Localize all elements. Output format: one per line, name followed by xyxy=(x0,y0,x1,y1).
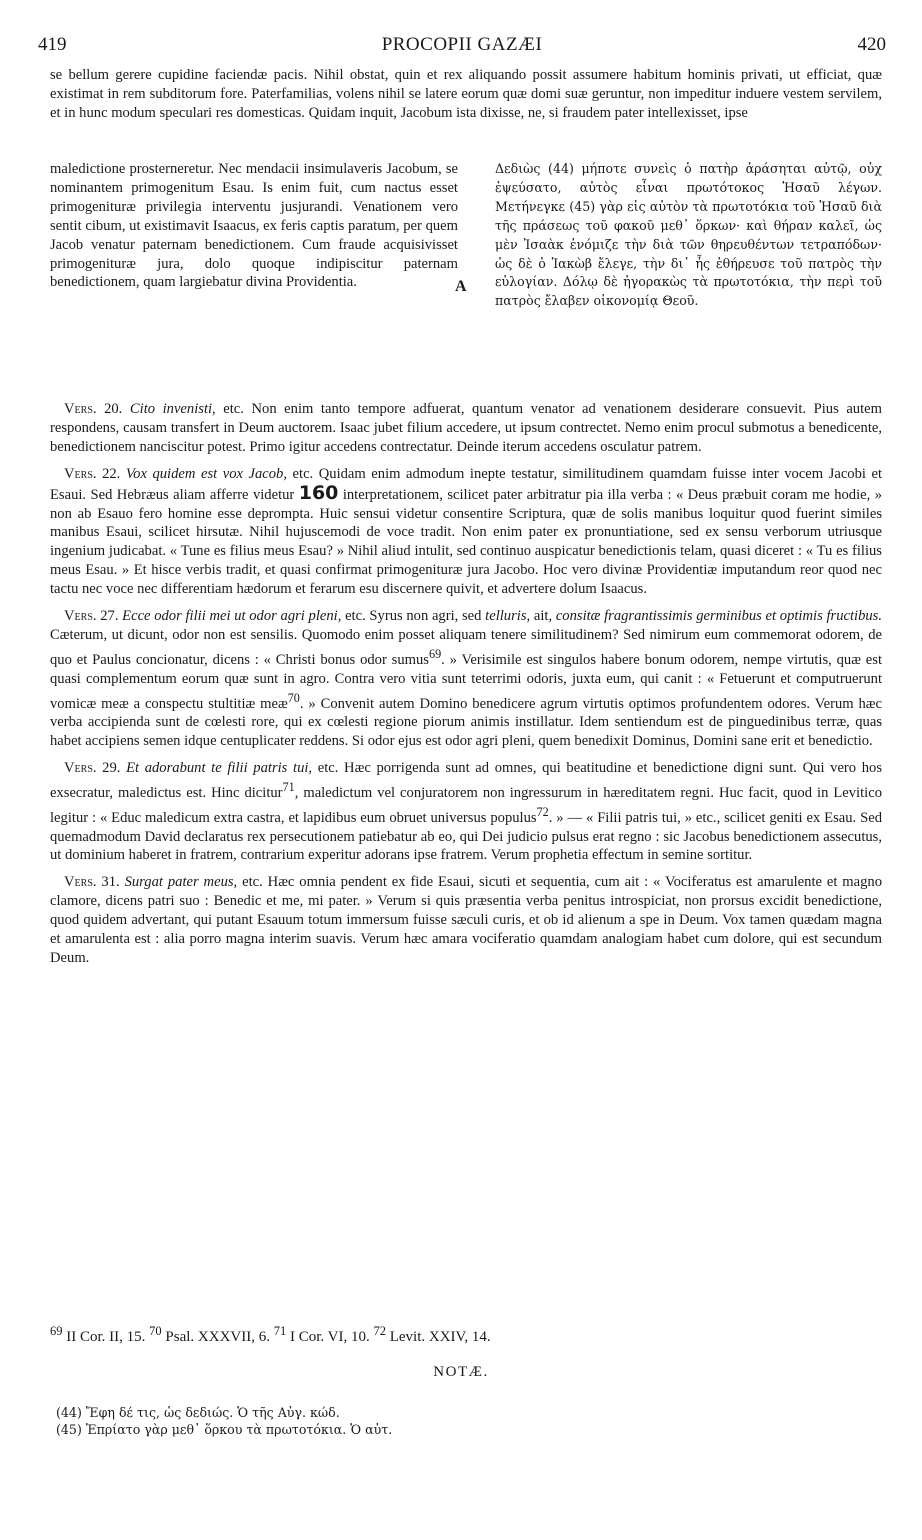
verse-text: . » — « Filii patris tui, » etc., scilicet geniti ex Esau. Sed quemadmodum David declaratus rex persecutionem patiebatur ab eo, qui Dei judicio pulsus erat regno : sic Jacobus benedictionem assecutus, ut dominium haberet in fratrem, contrarium experitur adorans ipse fratrem. Verum prophetia effectum in semine sortitur. xyxy=(50,809,882,864)
verse-text: . » Convenit autem Domino benedicere agrum virtutis optimos profundentem odores. Verum hæc verba accipienda sunt de cœlesti rore, qui ex cœlesti regione piorum animis instillatur. Idem sentiendum est de pinguedinibus terræ, quas habet accipiens semen idque centuplicater reddens. Si odor ejus est odor agri pleni, quem benedixit Dominus, Domini sane erit et benedictio. xyxy=(50,695,883,750)
verse-paragraph xyxy=(50,607,882,751)
scripture-references xyxy=(50,1324,882,1346)
verse-paragraph xyxy=(50,759,882,865)
verse-label: Vers. 20. xyxy=(64,401,123,417)
verse-label: Vers. 29. xyxy=(64,760,121,777)
reference-text: I Cor. VI, 10. xyxy=(289,1329,370,1345)
footnote-ref: 71 xyxy=(282,780,295,795)
verse-lemma: Surgat pater meus, xyxy=(124,874,238,891)
verse-lemma: Vox quidem est vox Jacob, xyxy=(125,465,287,482)
reference-number: 70 xyxy=(149,1324,162,1338)
italic-quote: consitæ fragrantissimis germinibus et optimis fructibus. xyxy=(555,608,882,625)
note-item xyxy=(56,1404,876,1421)
verse-label: Vers. 22. xyxy=(64,465,121,482)
verse-paragraph xyxy=(50,400,882,457)
italic-quote: telluris, xyxy=(485,608,531,625)
footnote-ref: 69 xyxy=(428,646,442,661)
reference-number: 72 xyxy=(373,1324,386,1338)
verse-paragraph xyxy=(50,465,882,599)
running-header xyxy=(38,34,886,58)
notes-list xyxy=(56,1404,876,1438)
verse-text: etc. Quidam enim admodum inepte testatur, similitudinem quamdam fuisse inter vocem Jacobi et Esaui. Sed Hebræus aliam afferre videtur xyxy=(50,465,883,503)
verse-text: Cæterum, ut dicunt, odor non est sensilis. Quomodo enim posset aliquam tenere similitudinem? Sed nimirum eum commemorat odorem, de quo et Paulus concionatur, dicens : « Christi bonus odor sumus xyxy=(50,626,882,668)
verse-label: Vers. 31. xyxy=(64,874,120,891)
verse-text: etc. Non enim tanto tempore adfuerat, quantum venator ad venationem desiderare consuevit. Pius autem respondens, causam transfert in Deum auctorem. Isaac jubet filium accedere, ut ipsum contrectet. Nemo enim procul submotus a benedicente, benedictionem nanciscitur potest. Primo igitur accedens contrectatur. Deinde iterum accedens osculatur patrem. xyxy=(50,401,882,455)
note-number: (44) xyxy=(56,1405,82,1420)
note-number: (45) xyxy=(56,1422,82,1437)
greek-column: Δεδιὼς (44) μήποτε συνεὶς ὁ πατὴρ ἀράσηται αὐτῷ, οὐχ ἐψεύσατο, αὐτὸς εἶναι πρωτότοκος Ἠσαῦ λέγων. Μετήνεγκε (45) γὰρ εἰς αὐτὸν τὰ πρωτοτόκια τοῦ Ἠσαῦ διὰ τῆς πράσεως τοῦ φακοῦ μεθ᾽ ὅρκων· καὶ θήραν καλεῖ, ὡς μὲν Ἰσαὰκ ἐνόμιζε τὴν διὰ τῶν θηρευθέντων τετραπόδων· ὡς δὲ ὁ Ἰακὼβ ἔλεγε, τὴν δι᾽ ἧς ἐθήρευσε τοῦ πατρὸς τὴν εὐλογίαν. Δόλῳ δὲ ἠγορακὼς τὰ πρωτοτόκια, τὴν περὶ τοῦ πατρὸς ἔλαβεν οἰκονομίᾳ Θεοῦ. xyxy=(495,161,882,309)
reference-text: II Cor. II, 15. xyxy=(66,1329,146,1345)
reference-text: Levit. XXIV, 14. xyxy=(389,1329,491,1345)
verse-lemma: Cito invenisti, xyxy=(129,401,216,417)
reference-text: Psal. XXXVII, 6. xyxy=(165,1329,270,1345)
top-paragraph: se bellum gerere cupidine faciendæ pacis. Nihil obstat, quin et rex aliquando possit assumere habitum hominis privati, ut efficiat, quæ existimat in rem subditorum fore. Paterfamilias, volens nihil se latere eorum quæ domi suæ geruntur, non impeditur induere vestem servilem, et in hunc modum speculari res domesticas. Quidam inquit, Jacobum ista dixisse, ne, si fraudem pater intellexisset, ipse xyxy=(50,67,882,121)
verse-label: Vers. 27. xyxy=(64,608,119,625)
verse-text: ait, xyxy=(533,608,553,625)
verse-lemma: Et adorabunt te filii patris tui, xyxy=(126,760,313,777)
note-text: Ἔφη δέ τις, ὡς δεδιώς. Ὁ τῆς Αὐγ. κώδ. xyxy=(85,1405,340,1420)
verse-commentary xyxy=(50,400,882,976)
verse-text: etc. Hæc porrigenda sunt ad omnes, qui beatitudine et benedictione digni sunt. Qui vero hos exsecratur, maledictus est. Hinc dicitur xyxy=(50,760,883,801)
page-number-right: 420 xyxy=(857,34,886,55)
footnote-ref: 72 xyxy=(536,804,549,819)
page-number-left: 419 xyxy=(38,34,67,55)
notes-heading: NOTÆ. xyxy=(433,1364,489,1380)
verse-lemma: Ecce odor filii mei ut odor agri pleni, xyxy=(122,608,342,625)
reference-number: 71 xyxy=(273,1324,287,1338)
verse-text: . » Verisimile est singulos habere bonum odorem, nempe virtutis, quæ est quasi complementum eorum quæ sunt in agro. Contra vero vitia sunt teterrimi odoris, juxta eum, qui canit : « Fetuerunt et computruerunt vomicæ meæ a conspectu stultitiæ meæ xyxy=(50,651,882,712)
footnote-ref: 70 xyxy=(287,690,300,705)
verse-text: , maledictum vel conjuratorem non ingressurum in hæreditatem regni. Huc facit, quod in Levitico legitur : « Educ maledicum extra castra, et lapidibus eum obruet universus populus xyxy=(50,784,882,826)
verse-paragraph xyxy=(50,873,882,968)
verse-text: etc. Hæc omnia pendent ex fide Esaui, sicuti et sequentia, cum ait : « Vociferatus est amarulente et magno clamore, dicens patri suo : Benedic et me, mi pater. » Verum si quis præsentia verba penitus introspiciat, non prorsus excidit benedictione, quod quidem advertant, qui putant Esauum totum immersum fuisse sæculi curis, et ob id alienum a spe in Deum. Vox tamen quædam magna et amarulenta est : alia porro magna interim suavis. Verum hæc amara vociferatio quamdam analogiam habet cum dolore, qui est secundum Deum. xyxy=(50,874,883,966)
reference-number: 69 xyxy=(50,1324,63,1338)
running-title: PROCOPII GAZÆI xyxy=(381,34,543,55)
two-column-section xyxy=(50,160,882,392)
verse-text: interpretationem, scilicet pater arbitratur pia illa verba : « Deus præbuit coram me hodie, » non ab Esauo fero homine esse deprompta. Huic sensui videtur consentire Scriptura, quæ de solis manibus loquitur quod fuerint similes manibus Esaui, scilicet hirsutæ. Nihil hujuscemodi de voce tradit. Non enim pater ex pronuntiatione, sed ex sensu verborum utriusque ingenium judicabat. « Tune es filius meus Esau? » Nihil aliud intulit, sed continuo auspicatur benedictionis telam, quasi diceret : « Tu es filius meus Esau. » Et hisce verbis tradit, et quasi confirmat primogenituræ jura Jacobo. Hoc vero divinæ Providentiæ imputandum reor quod nec tactu nec voce nec differentiam hædorum et ferarum esu discernere quivit, et advertere dolum Isaacus. xyxy=(50,486,882,598)
margin-letter: A xyxy=(455,278,467,295)
note-item xyxy=(56,1421,876,1438)
latin-column: maledictione prosterneretur. Nec mendacii insimulaveris Jacobum, se nominantem primogenitum Esau. Is enim fuit, cum nactus esset primogenituræ privilegia interventu jusjurandi. Venationem vero sentit cibum, ut existimavit Isaacus, ex feris captis paratum, per quem Jacob venatur paternam benedictionem. Cum fraude acquisivisset primogenituræ jura, dolo quoque indipiscitur paternam benedictionem, quam largiebatur divina Providentia. xyxy=(50,161,458,291)
verse-text: etc. Syrus non agri, sed xyxy=(345,608,482,625)
column-marker: 160 xyxy=(298,481,339,504)
note-text: Ἐπρίατο γὰρ μεθ᾽ ὅρκου τὰ πρωτοτόκια. Ὁ αὐτ. xyxy=(85,1422,393,1437)
